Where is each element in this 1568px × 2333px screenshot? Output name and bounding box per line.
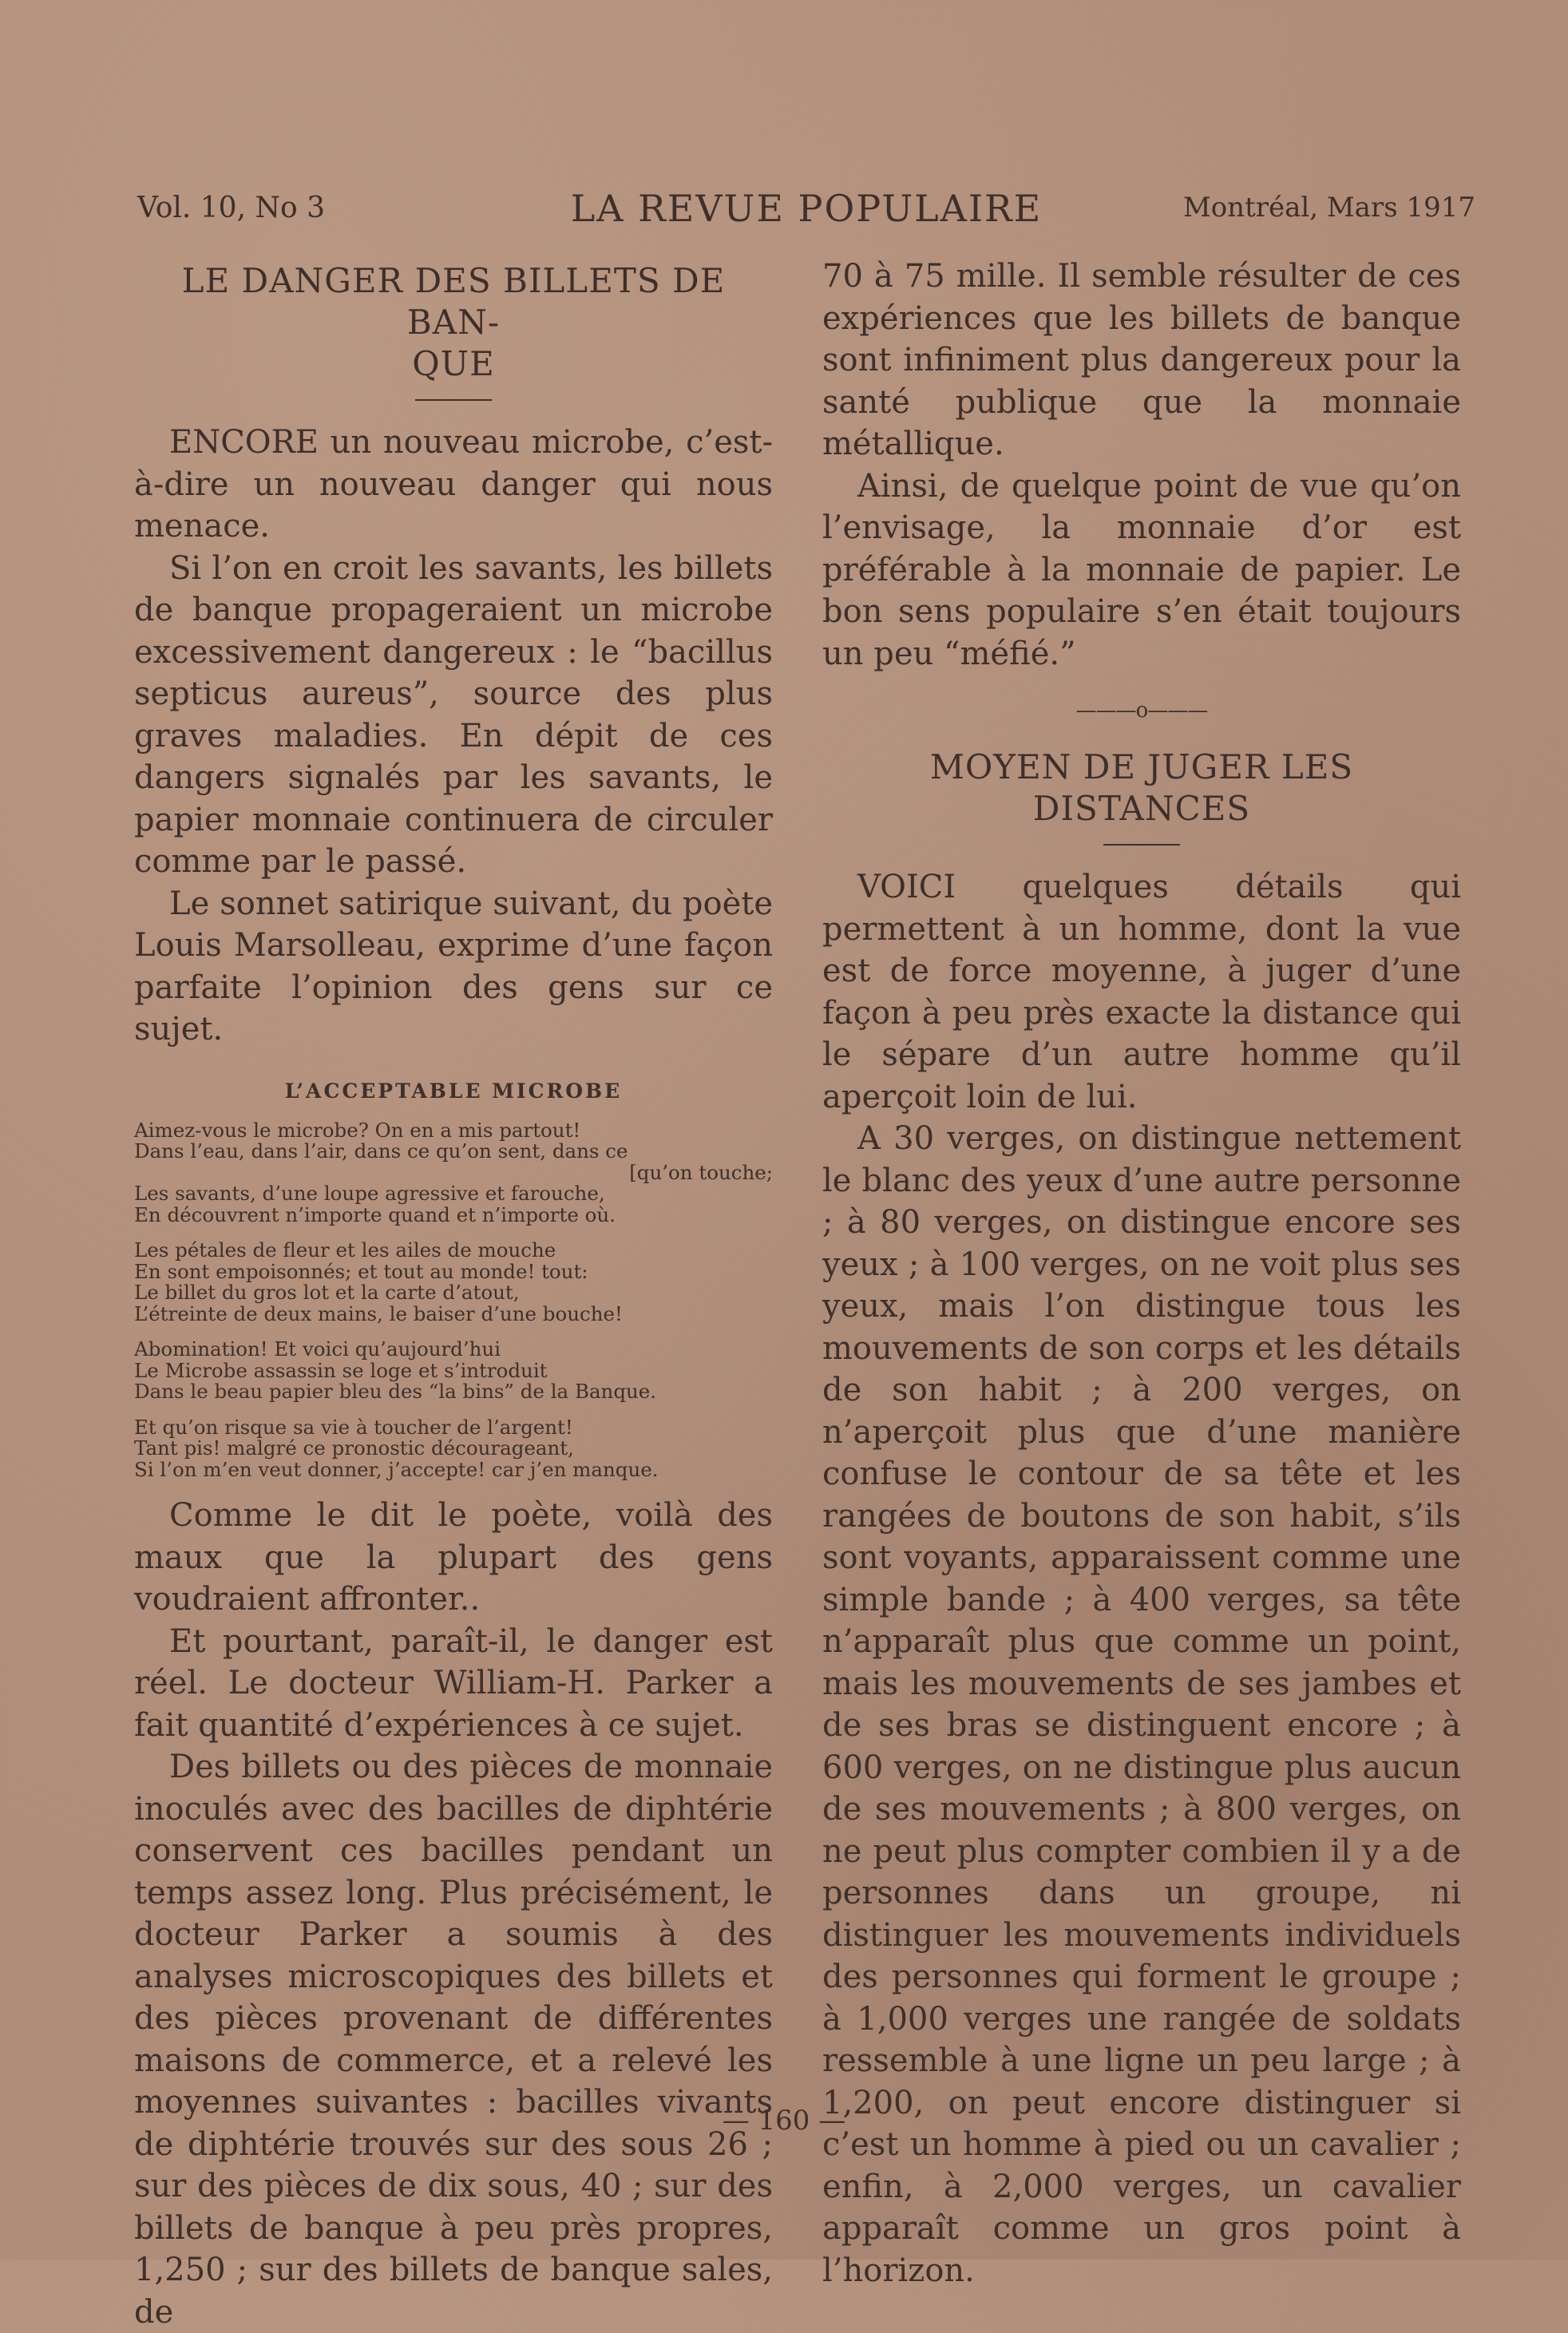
right-column: [822, 255, 1461, 2291]
volume-number: Vol. 10, No 3: [137, 192, 325, 224]
paragraph: Le sonnet satirique suivant, du poète Louis Marsolleau, exprime d’une façon parfaite l’opinion des gens sur ce sujet.: [134, 885, 773, 1048]
article-title-line: QUE: [412, 344, 495, 383]
issue-date: Montréal, Mars 1917: [1182, 192, 1475, 224]
paragraph: ENCORE un nouveau microbe, c’est-à-dire un nouveau danger qui nous menace.: [134, 424, 773, 545]
poem-stanza: [134, 1240, 773, 1325]
poem-line: [qu’on touche;: [629, 1160, 773, 1184]
paragraph: Ainsi, de quelque point de vue qu’on l’envisage, la monnaie d’or est préférable à la monnaie de papier. Le bon sens populaire s’en était toujours un peu “méfié.”: [822, 467, 1461, 672]
poem-line: Et qu’on risque sa vie à toucher de l’argent!: [134, 1415, 573, 1439]
poem-line: Si l’on m’en veut donner, j’accepte! car j’en manque.: [134, 1457, 659, 1481]
poem-line: Dans l’eau, dans l’air, dans ce qu’on sent, dans ce: [134, 1139, 628, 1163]
poem-line: Aimez-vous le microbe? On en a mis partout!: [134, 1118, 581, 1142]
page-number: — 160 —: [722, 2105, 846, 2137]
article-title: [134, 260, 773, 385]
section-separator: ———o———: [1075, 699, 1208, 723]
article-title-line: LE DANGER DES BILLETS DE BAN-: [181, 261, 726, 342]
poem: [134, 1079, 773, 1481]
title-rule: [415, 399, 492, 401]
poem-stanza: [134, 1339, 773, 1403]
left-column: [134, 255, 773, 2333]
paragraph: A 30 verges, on distingue nettement le blanc des yeux d’une autre personne ; à 80 verges, on distingue encore ses yeux ; à 100 verges, on ne voit plus ses yeux, mais l’on distingue tous les mouvements de son corps et les détails de son habit ; à 200 verges, on n’aperçoit plus que d’une manière confuse le contour de sa tête et les rangées de boutons de son habit, s’ils sont voyants, apparaissent comme une simple bande ; à 400 verges, sa tête n’apparaît plus que comme un point, mais les mouvements de ses jambes et de ses bras se distinguent encore ; à 600 verges, on ne distingue plus aucun de ses mouvements ; à 800 verges, on ne peut plus compter combien il y a de personnes dans un groupe, ni distinguer les mouvements individuels des personnes qui forment le groupe ; à 1,000 verges une rangée de soldats ressemble à une ligne un peu large ; à 1,200, on peut encore distinguer si c’est un homme à pied ou un cavalier ; enfin, à 2,000 verges, un cavalier apparaît comme un gros point à l’horizon.: [822, 1120, 1461, 2289]
poem-line: En découvrent n’importe quand et n’importe où.: [134, 1202, 616, 1226]
paragraph: Et pourtant, paraît-il, le danger est réel. Le docteur William-H. Parker a fait quantité d’expériences à ce sujet.: [134, 1622, 773, 1744]
paragraph: Si l’on en croit les savants, les billets de banque propageraient un microbe excessivement dangereux : le “bacillus septicus aureus”, source des plus graves maladies. En dépit de ces dangers signalés par les savants, le papier monnaie continuera de circuler comme par le passé.: [134, 549, 773, 880]
poem-line: Tant pis! malgré ce pronostic décourageant,: [134, 1436, 574, 1460]
title-rule: [1103, 844, 1180, 846]
poem-line: Le Microbe assassin se loge et s’introduit: [134, 1358, 548, 1382]
paragraph: 70 à 75 mille. Il semble résulter de ces expériences que les billets de banque sont infiniment plus dangereux pour la santé publique que la monnaie métallique.: [822, 258, 1461, 462]
page-header: [137, 187, 1475, 240]
poem-stanza: [134, 1120, 773, 1226]
article-title: MOYEN DE JUGER LES DISTANCES: [929, 747, 1354, 828]
poem-line: Les savants, d’une loupe agressive et farouche,: [134, 1182, 605, 1205]
poem-line: Le billet du gros lot et la carte d’atout,: [134, 1281, 520, 1304]
paragraph: Des billets ou des pièces de monnaie inoculés avec des bacilles de diphtérie conservent ces bacilles pendant un temps assez long. Plus précisément, le docteur Parker a soumis à des analyses microscopiques des billets et des pièces provenant de différentes maisons de commerce, et a relevé les moyennes suivantes : bacilles vivants de diphtérie trouvés sur des sous 26 ; sur des pièces de dix sous, 40 ; sur des billets de banque à peu près propres, 1,250 ; sur des billets de banque sales, de: [134, 1749, 773, 2331]
poem-title: L’ACCEPTABLE MICROBE: [284, 1079, 623, 1103]
poem-line: En sont empoisonnés; et tout au monde! tout:: [134, 1259, 588, 1283]
poem-line: Dans le beau papier bleu des “la bins” de la Banque.: [134, 1380, 657, 1403]
poem-line: Abomination! Et voici qu’aujourd’hui: [134, 1337, 501, 1361]
paragraph: VOICI quelques détails qui permettent à un homme, dont la vue est de force moyenne, à juger d’une façon à peu près exacte la distance qui le sépare d’un autre homme qu’il aperçoit loin de lui.: [822, 869, 1461, 1115]
magazine-title: LA REVUE POPULAIRE: [570, 187, 1043, 230]
poem-stanza: [134, 1417, 773, 1481]
poem-line: L’étreinte de deux mains, le baiser d’une bouche!: [134, 1301, 623, 1325]
poem-line: Les pétales de fleur et les ailes de mouche: [134, 1238, 556, 1262]
paragraph: Comme le dit le poète, voilà des maux que la plupart des gens voudraient affronter..: [134, 1497, 773, 1618]
